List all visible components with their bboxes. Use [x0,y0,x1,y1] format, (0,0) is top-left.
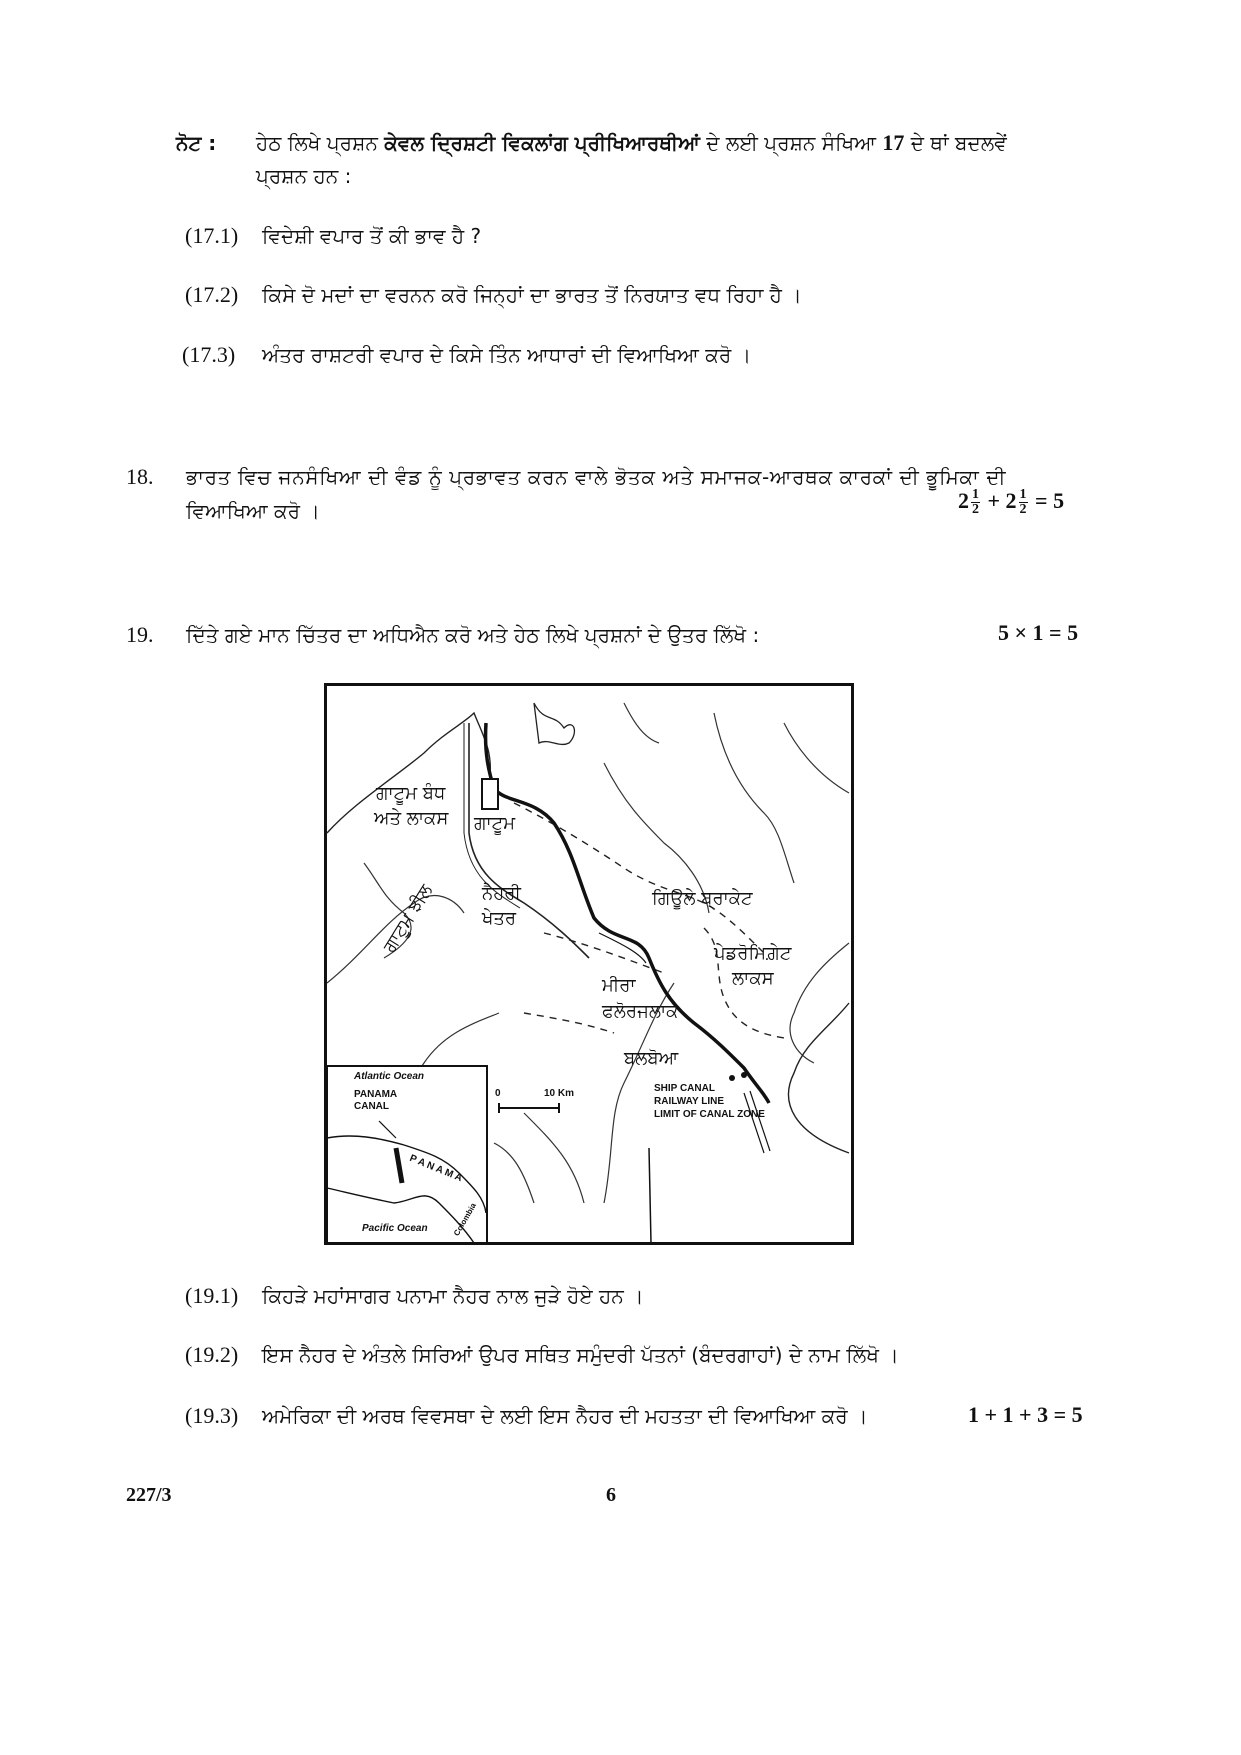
label-miraflores-1: ਮੀਰਾ [602,975,636,996]
q18-marks-whole-1: 2 [958,488,969,513]
q19-number: 19. [126,622,154,647]
q19-3-text: ਅਮੇਰਿਕਾ ਦੀ ਅਰਥ ਵਿਵਸਥਾ ਦੇ ਲਈ ਇਸ ਨੈਹਰ ਦੀ ਮਹਤਤਾ ਦੀ ਵਿਆਖਿਆ ਕਰੋ । [262,1404,868,1428]
panama-canal-map [324,683,854,1245]
inset-label-panama-canal-2: CANAL [354,1101,389,1112]
q18-text-line-2: ਵਿਆਖਿਆ ਕਰੋ । [186,499,320,523]
inset-label-panama-canal-1: PANAMA [354,1089,398,1100]
inset-label-pacific: Pacific Ocean [362,1223,428,1234]
q19-text: ਦਿੱਤੇ ਗਏ ਮਾਨ ਚਿੱਤਰ ਦਾ ਅਧਿਐਨ ਕਰੋ ਅਤੇ ਹੇਠ ਲਿਖੇ ਪ੍ਰਸ਼ਨਾਂ ਦੇ ਉਤਰ ਲਿੱਖੋ : [186,623,760,647]
q19-3-number: (19.3) [185,1403,239,1428]
q18-marks-total: = 5 [1035,488,1065,513]
q19-2-number: (19.2) [185,1342,239,1367]
q18-number: 18. [126,464,154,489]
q17-3-text: ਅੰਤਰ ਰਾਸ਼ਟਰੀ ਵਪਾਰ ਦੇ ਕਿਸੇ ਤਿੰਨ ਆਧਾਰਾਂ ਦੀ ਵਿਆਖਿਆ ਕਰੋ । [262,343,752,367]
scale-label-km: 10 Km [544,1088,575,1099]
miraflores-marker [729,1075,735,1081]
paper-code: 227/3 [126,1484,172,1506]
q18-marks-whole-2: 2 [1005,488,1017,513]
label-gatun: ਗਾਟੂਮ [474,813,516,834]
q17-1-text: ਵਿਦੇਸ਼ੀ ਵਪਾਰ ਤੋਂ ਕੀ ਭਾਵ ਹੈ ? [262,224,482,248]
label-pedro-miguel-1: ਪੇਡਰੋਮਿਗ਼ੇਟ [714,943,792,964]
q18-text-line-1: ਭਾਰਤ ਵਿਚ ਜਨਸੰਖਿਆ ਦੀ ਵੰਡ ਨੂੰ ਪ੍ਰਭਾਵਤ ਕਰਨ ਵਾਲੇ ਭੋਤਕ ਅਤੇ ਸਮਾਜਕ-ਆਰਥਕ ਕਾਰਕਾਂ ਦੀ ਭੂਮਿਕਾ ਦੀ [186,465,1007,489]
label-pedro-miguel-2: ਲਾਕਸ [732,968,774,989]
q18-marks-fraction-2: $\frac{1}{2}$ [1019,487,1027,518]
note-text-mid: ਦੇ ਲਈ ਪ੍ਰਸ਼ਨ ਸੰਖਿਆ [706,131,876,155]
note-question-number: 17 [882,130,905,155]
q19-2-text: ਇਸ ਨੈਹਰ ਦੇ ਅੰਤਲੇ ਸਿਰਿਆਂ ਉਪਰ ਸਥਿਤ ਸਮੁੰਦਰੀ ਪੱਤਨਾਂ (ਬੰਦਰਗਾਹਾਂ) ਦੇ ਨਾਮ ਲਿੱਖੋ । [262,1343,899,1367]
legend-ship-canal: SHIP CANAL [654,1083,715,1094]
label-gatun-dam-2: ਅਤੇ ਲਾਕਸ [374,808,449,829]
q19-1-number: (19.1) [185,1283,239,1308]
inset-label-atlantic: Atlantic Ocean [354,1071,425,1082]
q17-2-number: (17.2) [185,282,239,307]
note-text-bold: ਕੇਵਲ ਦ੍ਰਿਸ਼ਟੀ ਵਿਕਲਾਂਗ ਪ੍ਰੀਖਿਆਰਥੀਆਂ [384,131,700,155]
gatun-locks-marker [482,779,498,809]
q18-marks-fraction-1: $\frac{1}{2}$ [972,487,979,518]
q19-sub-marks: 1 + 1 + 3 = 5 [968,1402,1083,1427]
label-balboa: ਬਲਬੋਆ [624,1048,679,1069]
note-label: ਨੋਟ : [176,131,217,155]
q19-1-text: ਕਿਹੜੇ ਮਹਾਂਸਾਗਰ ਪਨਾਮਾ ਨੈਹਰ ਨਾਲ ਜੁੜੇ ਹੋਏ ਹਨ । [262,1284,644,1308]
label-miraflores-2: ਫਲੋਰਜਲਾਕ [602,1001,679,1022]
label-gaillard-cut: ਗਿਊਲੇ ਬ੍ਰਾਕੇਟ [652,888,753,909]
label-gatun-lake: ਗਾਟੂਮ ਝੀਲ [379,880,437,957]
q17-2-text: ਕਿਸੇ ਦੋ ਮਦਾਂ ਦਾ ਵਰਨਨ ਕਰੋ ਜਿਨ੍ਹਾਂ ਦਾ ਭਾਰਤ ਤੋਂ ਨਿਰਯਾਤ ਵਧ ਰਿਹਾ ਹੈ । [262,283,802,307]
label-canal-zone-1: ਨੈਹਰੀ [482,883,521,904]
page-number: 6 [606,1484,616,1506]
inset-label-panama: P A N A M A [407,1153,464,1185]
scale-label-zero: 0 [495,1088,501,1099]
q18-marks [958,488,1064,517]
q17-3-number: (17.3) [182,342,236,367]
note-line-2: ਪ੍ਰਸ਼ਨ ਹਨ : [256,164,352,188]
note-line-1 [256,127,1007,159]
q17-1-number: (17.1) [185,223,239,248]
q19-marks: 5 × 1 = 5 [998,620,1079,645]
label-gatun-dam-1: ਗਾਟੂਮ ਬੰਧ [376,783,446,804]
inset-label-colombia: Colombia [452,1201,479,1238]
note-text-post: ਦੇ ਥਾਂ ਬਦਲਵੇਂ [910,131,1007,155]
legend-railway-line: RAILWAY LINE [654,1096,725,1107]
pedro-miguel-marker [741,1072,747,1078]
label-canal-zone-2: ਖੇਤਰ [482,908,517,929]
q18-marks-plus: + [987,488,1001,513]
note-text-pre: ਹੇਠ ਲਿਖੇ ਪ੍ਰਸ਼ਨ [256,131,378,155]
map-drawing [324,683,854,1245]
legend-canal-zone-limit: LIMIT OF CANAL ZONE [654,1109,765,1120]
